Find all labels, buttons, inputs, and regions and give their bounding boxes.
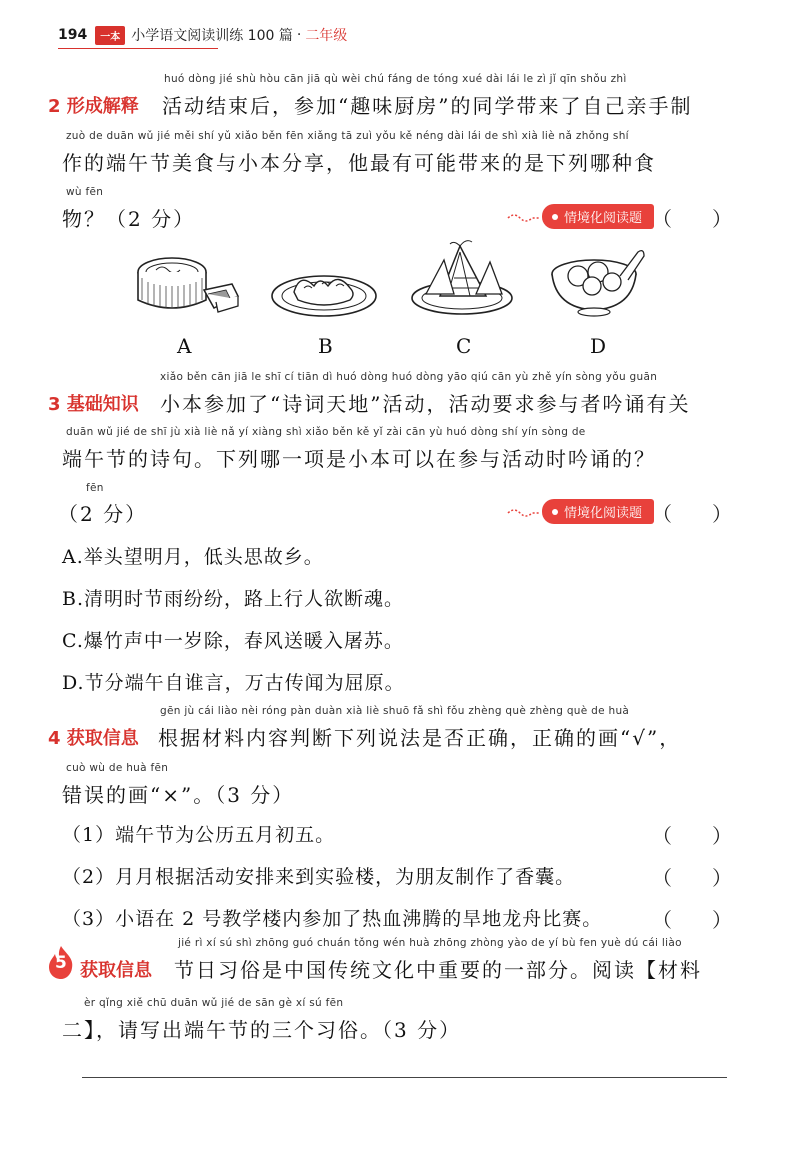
- q3-line-1: 小本参加了“诗词天地”活动，活动要求参与者吟诵有关: [160, 392, 691, 416]
- option-d-label[interactable]: D: [590, 334, 607, 358]
- dumplings-plate-image: [270, 262, 378, 320]
- dot-icon: [552, 509, 558, 515]
- q4-pinyin-1: gēn jù cái liào nèi róng pàn duàn xià liè shuō fǎ shì fǒu zhèng què zhèng què de huà: [160, 705, 630, 717]
- option-a-label[interactable]: A: [177, 334, 192, 358]
- q5-tag: 获取信息: [80, 960, 152, 981]
- answer-line[interactable]: [82, 1077, 727, 1078]
- q4-pinyin-2: cuò wù de huà fēn: [66, 762, 169, 774]
- q2-answer-blank[interactable]: （ ）: [652, 207, 732, 231]
- book-title: 小学语文阅读训练 100 篇: [131, 28, 293, 44]
- option-c-label[interactable]: C: [456, 334, 472, 358]
- q3-line-2: 端午节的诗句。下列哪一项是小本可以在参与活动时吟诵的？: [62, 447, 656, 471]
- zongzi-plate-image: [410, 238, 514, 318]
- q3-pinyin-2: duān wǔ jié de shī jù xià liè nǎ yí xiàng shì xiǎo běn kě yǐ zài cān yù huó dòng shí yín sòng de: [66, 426, 586, 438]
- q4-line-1: 根据材料内容判断下列说法是否正确，正确的画“√”，: [158, 726, 682, 750]
- title-separator: ·: [296, 27, 302, 43]
- q3-line-3: （2 分）: [58, 502, 148, 526]
- swirl-icon: [506, 209, 542, 225]
- q3-pinyin-3: fēn: [86, 482, 104, 494]
- q3-situational-badge: [506, 499, 654, 524]
- q4-item-2-blank[interactable]: （ ）: [652, 866, 732, 890]
- q2-line-3: 物？（2 分）: [62, 207, 196, 231]
- badge-pill: [542, 499, 654, 524]
- grade-label: 二年级: [305, 28, 348, 44]
- q5-number: 5: [55, 953, 67, 973]
- q4-line-2: 错误的画“×”。（3 分）: [62, 783, 295, 807]
- q3-tag: 3 基础知识: [48, 394, 139, 415]
- q5-pinyin-2: èr qǐng xiě chū duān wǔ jié de sān gè xí sú fēn: [84, 997, 344, 1009]
- q5-line-2: 二】，请写出端午节的三个习俗。（3 分）: [62, 1018, 462, 1042]
- header-underline: [58, 48, 218, 49]
- swirl-icon: [506, 504, 542, 520]
- q2-line-2: 作的端午节美食与小本分享，他最有可能带来的是下列哪种食: [62, 151, 656, 175]
- q5-pinyin-1: jié rì xí sú shì zhōng guó chuán tǒng wén huà zhōng zhòng yào de yí bù fen yuè dú cái liào: [178, 937, 682, 949]
- q2-pinyin-2: zuò de duān wǔ jié měi shí yǔ xiǎo běn fēn xiǎng tā zuì yǒu kě néng dài lái de shì xià liè nǎ zhǒng shí: [66, 130, 629, 142]
- q3-choice-a[interactable]: A.举头望明月，低头思故乡。: [62, 546, 324, 568]
- q2-pinyin-1: huó dòng jié shù hòu cān jiā qù wèi chú fáng de tóng xué dài lái le zì jǐ qīn shǒu zhì: [164, 73, 627, 85]
- q5-line-1: 节日习俗是中国传统文化中重要的一部分。阅读【材料: [174, 958, 702, 982]
- q4-item-2: （2）月月根据活动安排来到实验楼，为朋友制作了香囊。: [62, 866, 576, 888]
- q3-answer-blank[interactable]: （ ）: [652, 502, 732, 526]
- q4-tag: 4 获取信息: [48, 728, 139, 749]
- q3-choice-b[interactable]: B.清明时节雨纷纷，路上行人欲断魂。: [62, 588, 405, 610]
- dot-icon: [552, 214, 558, 220]
- q2-pinyin-3: wù fēn: [66, 186, 104, 198]
- q3-pinyin-1: xiǎo běn cān jiā le shī cí tiān dì huó dòng huó dòng yāo qiú cān yù zhě yín sòng yǒu guān: [160, 371, 658, 383]
- page-number: 194: [58, 27, 88, 43]
- badge-label: 情境化阅读题: [564, 506, 643, 521]
- q4-item-1-blank[interactable]: （ ）: [652, 824, 732, 848]
- tangyuan-bowl-image: [548, 246, 648, 320]
- q3-choice-c[interactable]: C.爆竹声中一岁除，春风送暖入屠苏。: [62, 630, 404, 652]
- q3-choice-d[interactable]: D.节分端午自谁言，万古传闻为屈原。: [62, 672, 405, 694]
- badge-pill: [542, 204, 654, 229]
- q4-item-3: （3）小语在 2 号教学楼内参加了热血沸腾的旱地龙舟比赛。: [62, 908, 603, 930]
- publisher-logo: 一本: [95, 26, 125, 45]
- q2-tag: 2 形成解释: [48, 96, 139, 117]
- page-header: [58, 24, 347, 46]
- option-b-label[interactable]: B: [318, 334, 333, 358]
- q4-item-1: （1）端午节为公历五月初五。: [62, 824, 336, 846]
- q4-item-3-blank[interactable]: （ ）: [652, 908, 732, 932]
- q2-line-1: 活动结束后，参加“趣味厨房”的同学带来了自己亲手制: [162, 94, 693, 118]
- q2-situational-badge: [506, 204, 654, 229]
- badge-label: 情境化阅读题: [564, 211, 643, 226]
- mooncake-image: [130, 250, 242, 318]
